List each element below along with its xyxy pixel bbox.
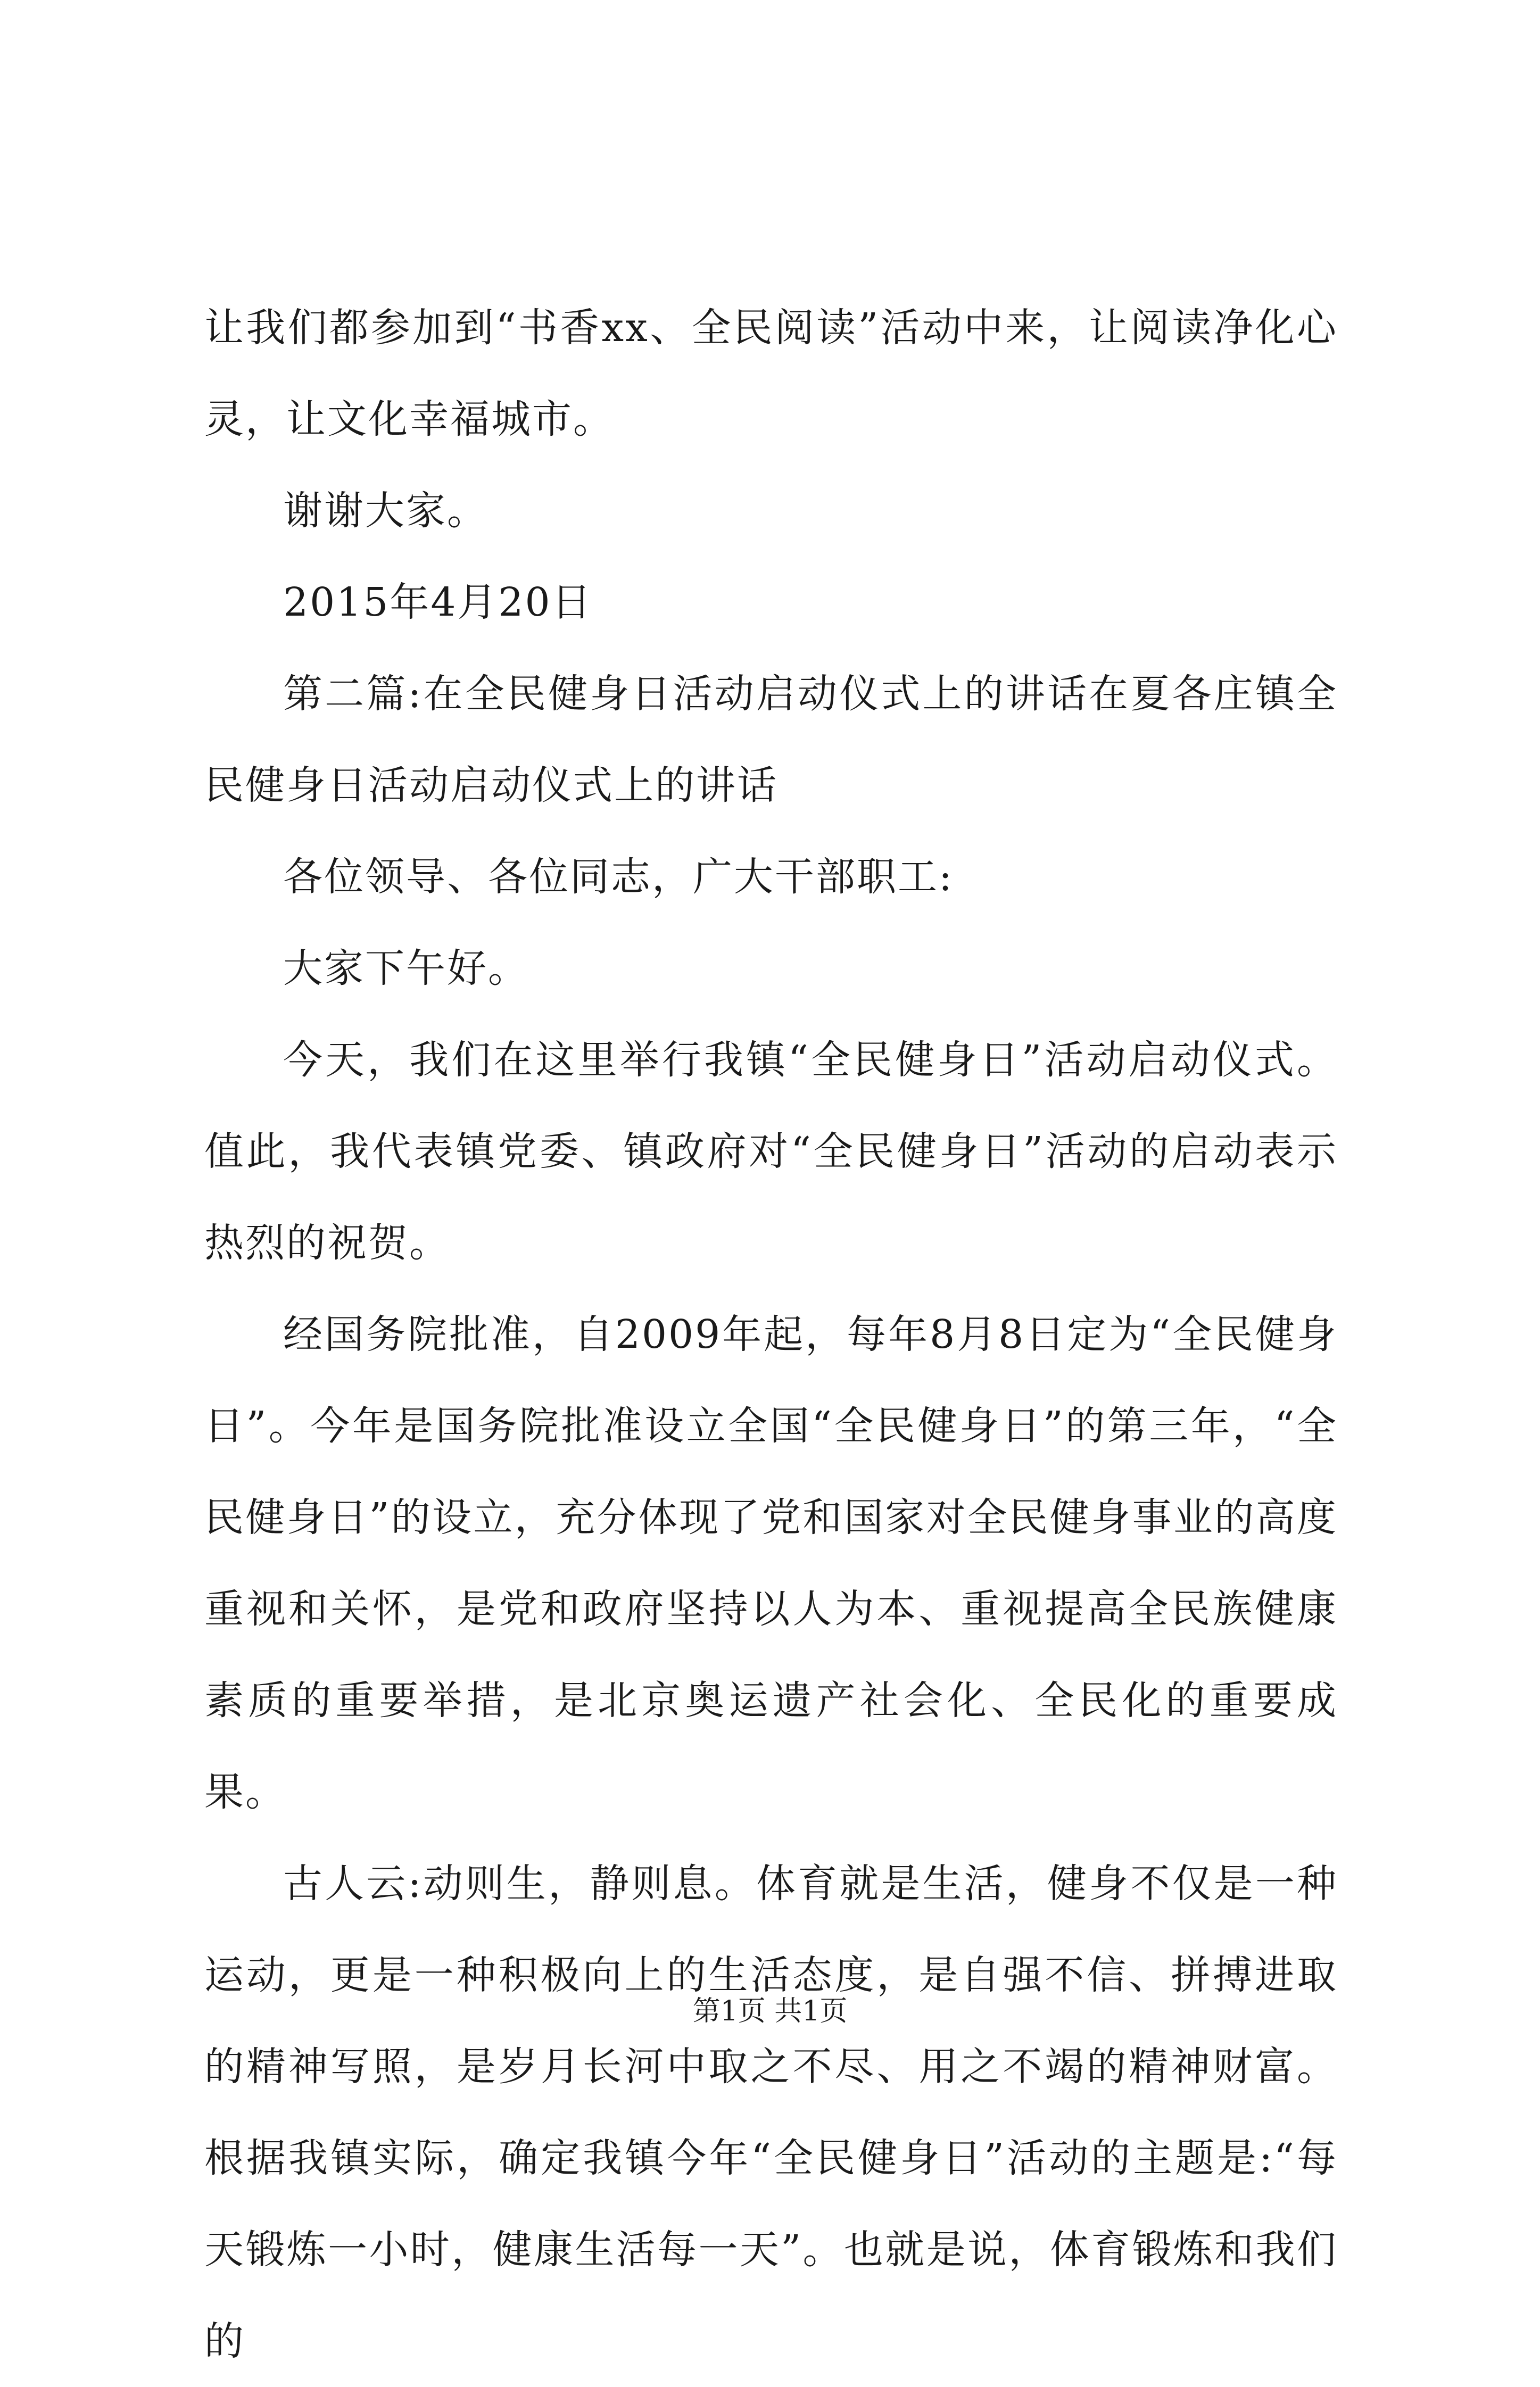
page-footer: 第1页 共1页	[692, 1995, 848, 2027]
paragraph-heading: 第二篇:在全民健身日活动启动仪式上的讲话在夏各庄镇全民健身日活动启动仪式上的讲话	[204, 671, 1338, 808]
document-body	[204, 282, 1338, 2387]
paragraph: 谢谢大家。	[283, 488, 488, 534]
paragraph: 经国务院批准，自2009年起，每年8月8日定为“全民健身日”。今年是国务院批准设立全国“全民健身日”的第三年，“全民健身日”的设立，充分体现了党和国家对全民健身事业的高度重视和关怀，是党和政府坚持以人为本、重视提高全民族健康素质的重要举措，是北京奥运遗产社会化、全民化的重要成果。	[204, 1312, 1338, 1815]
paragraph: 今天，我们在这里举行我镇“全民健身日”活动启动仪式。值此，我代表镇党委、镇政府对“全民健身日”活动的启动表示热烈的祝贺。	[204, 1037, 1338, 1266]
paragraph-date: 2015年4月20日	[283, 579, 593, 625]
paragraph-greeting: 大家下午好。	[283, 946, 529, 991]
paragraph: 让我们都参加到“书香xx、全民阅读”活动中来，让阅读净化心灵，让文化幸福城市。	[204, 305, 1338, 442]
paragraph-salutation: 各位领导、各位同志，广大干部职工:	[283, 854, 954, 900]
paragraph: 古人云:动则生，静则息。体育就是生活，健身不仅是一种运动，更是一种积极向上的生活态度，是自强不信、拼搏进取的精神写照，是岁月长河中取之不尽、用之不竭的精神财富。根据我镇实际，确定我镇今年“全民健身日”活动的主题是:“每天锻炼一小时，健康生活每一天”。也就是说，体育锻炼和我们的	[204, 1861, 1338, 2364]
